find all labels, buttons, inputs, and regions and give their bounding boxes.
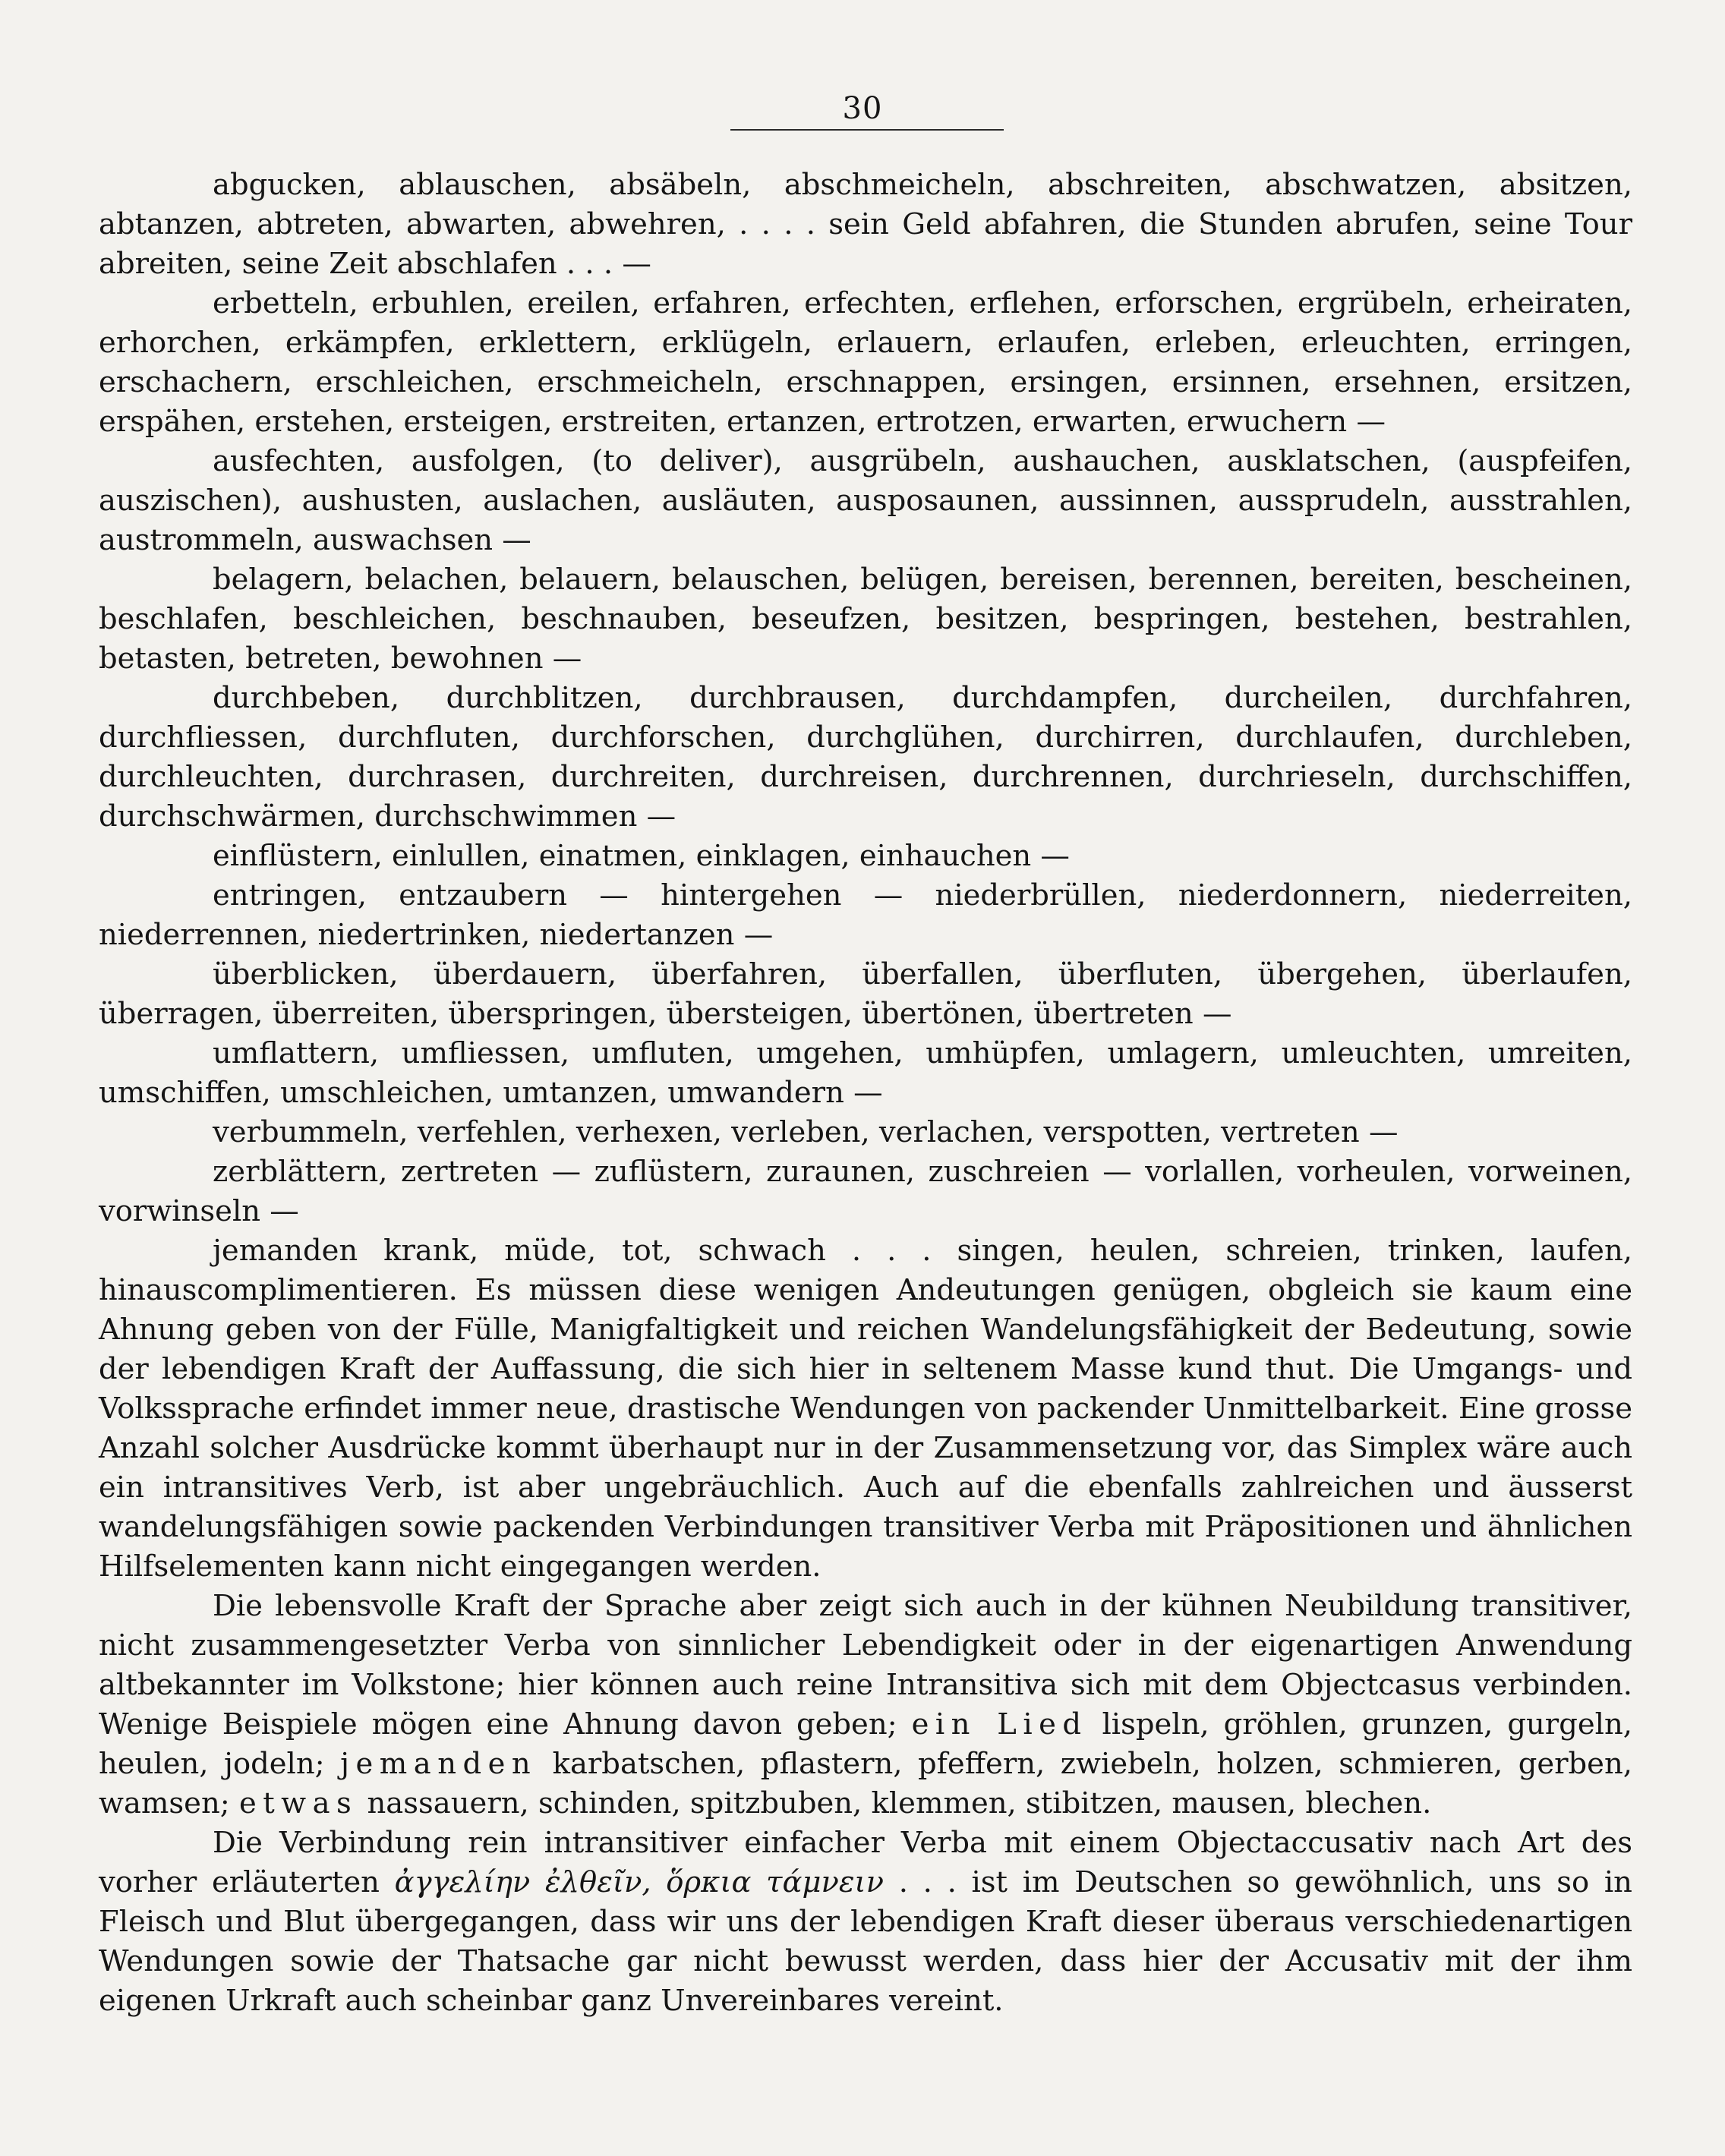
- text-segment: Die Verbindung rein intransitiver einfacher Verba mit einem Objectaccusativ nach Art des vorher erläuterten: [99, 1826, 1632, 1899]
- text-segment: lispeln, gröhlen, grunzen, gurgeln, heulen, jodeln;: [99, 1707, 1632, 1781]
- header-rule: [730, 129, 1004, 131]
- spaced-object-ein-lied: ein Lied: [911, 1707, 1088, 1742]
- paragraph-kuehne-neubildung: [99, 1587, 1632, 1823]
- paragraph-ver-verbs: verbummeln, verfehlen, verhexen, verleben, verlachen, verspotten, vertreten —: [213, 1115, 1399, 1149]
- paragraph-er-verbs: erbetteln, erbuhlen, ereilen, erfahren, erfechten, erflehen, erforschen, ergrübeln, erheiraten, erhorchen, erkämpfen, erklettern, erklügeln, erlauern, erlaufen, erleben, erleuchten, erringen, erschachern, erschleichen, erschmeicheln, erschnappen, ersingen, ersinnen, ersehnen, ersitzen, erspähen, erstehen, ersteigen, erstreiten, ertanzen, ertrotzen, erwarten, erwuchern —: [99, 286, 1632, 439]
- paragraph-ein-verbs: einflüstern, einlullen, einatmen, einklagen, einhauchen —: [213, 839, 1070, 873]
- spaced-object-jemanden: jemanden: [340, 1747, 538, 1781]
- paragraph-zer-zu-vor-verbs: zerblättern, zertreten — zuflüstern, zuraunen, zuschreien — vorlallen, vorheulen, vorweinen, vorwinseln —: [99, 1155, 1632, 1228]
- text-segment: nassauern, schinden, spitzbuben, klemmen, stibitzen, mausen, blechen.: [367, 1786, 1432, 1820]
- body-text: [99, 165, 1632, 2021]
- spaced-object-etwas: etwas: [238, 1786, 358, 1820]
- paragraph-ab-verbs: abgucken, ablauschen, absäbeln, abschmeicheln, abschreiten, abschwatzen, absitzen, abtanzen, abtreten, abwarten, abwehren, . . . . sein Geld abfahren, die Stunden abrufen, seine Tour abreiten, seine Zeit abschlafen . . . —: [99, 168, 1632, 281]
- paragraph-jemanden-discussion: jemanden krank, müde, tot, schwach . . . singen, heulen, schreien, trinken, laufen, hinauscomplimentieren. Es müssen diese wenigen Andeutungen genügen, obgleich sie kaum eine Ahnung geben von der Fülle, Manigfaltigkeit und reichen Wandelungsfähigkeit der Bedeutung, sowie der lebendigen Kraft der Auffassung, die sich hier in seltenem Masse kund thut. Die Umgangs- und Volkssprache erfindet immer neue, drastische Wendungen von packender Unmittelbarkeit. Eine grosse Anzahl solcher Ausdrücke kommt überhaupt nur in der Zusammensetzung vor, das Simplex wäre auch ein intransitives Verb, ist aber ungebräuchlich. Auch auf die ebenfalls zahlreichen und äusserst wandelungsfähigen sowie packenden Verbindungen transitiver Verba mit Präpositionen und ähnlichen Hilfselementen kann nicht eingegangen werden.: [99, 1234, 1632, 1584]
- paragraph-intransitive-verbindung: [99, 1823, 1632, 2021]
- text-segment: Die lebensvolle Kraft der Sprache aber zeigt sich auch in der kühnen Neubildung transitiver, nicht zusammengesetzter Verba von sinnlicher Lebendigkeit oder in der eigenartigen Anwendung altbekannter im Volkstone; hier können auch reine Intransitiva sich mit dem Objectcasus verbinden. Wenige Beispiele mögen eine Ahnung davon geben;: [99, 1589, 1632, 1742]
- paragraph-ent-nieder-verbs: entringen, entzaubern — hintergehen — niederbrüllen, niederdonnern, niederreiten, niederrennen, niedertrinken, niedertanzen —: [99, 878, 1632, 952]
- text-segment: karbatschen, pflastern, pfeffern, zwiebeln, holzen, schmieren, gerben, wamsen;: [99, 1747, 1632, 1820]
- page-number: 30: [842, 91, 883, 126]
- greek-quote: ἀγγελίην ἐλθεῖν, ὅρκια τάμνειν: [394, 1865, 885, 1899]
- paragraph-ueber-verbs: überblicken, überdauern, überfahren, überfallen, überfluten, übergehen, überlaufen, überragen, überreiten, überspringen, übersteigen, übertönen, übertreten —: [99, 957, 1632, 1031]
- paragraph-durch-verbs: durchbeben, durchblitzen, durchbrausen, durchdampfen, durcheilen, durchfahren, durchfliessen, durchfluten, durchforschen, durchglühen, durchirren, durchlaufen, durchleben, durchleuchten, durchrasen, durchreiten, durchreisen, durchrennen, durchrieseln, durchschiffen, durchschwärmen, durchschwimmen —: [99, 681, 1632, 834]
- paragraph-aus-verbs: ausfechten, ausfolgen, (to deliver), ausgrübeln, aushauchen, ausklatschen, (auspfeifen, auszischen), aushusten, auslachen, ausläuten, ausposaunen, aussinnen, aussprudeln, ausstrahlen, austrommeln, auswachsen —: [99, 444, 1632, 557]
- paragraph-be-verbs: belagern, belachen, belauern, belauschen, belügen, bereisen, berennen, bereiten, bescheinen, beschlafen, beschleichen, beschnauben, beseufzen, besitzen, bespringen, bestehen, bestrahlen, betasten, betreten, bewohnen —: [99, 563, 1632, 676]
- text-segment: . . . ist im Deutschen so gewöhnlich, uns so in Fleisch und Blut übergegangen, dass wir uns der lebendigen Kraft dieser überaus verschiedenartigen Wendungen sowie der Thatsache gar nicht bewusst werden, dass hier der Accusativ mit der ihm eigenen Urkraft auch scheinbar ganz Unvereinbares vereint.: [99, 1865, 1632, 2018]
- paragraph-um-verbs: umflattern, umfliessen, umfluten, umgehen, umhüpfen, umlagern, umleuchten, umreiten, umschiffen, umschleichen, umtanzen, umwandern —: [99, 1036, 1632, 1110]
